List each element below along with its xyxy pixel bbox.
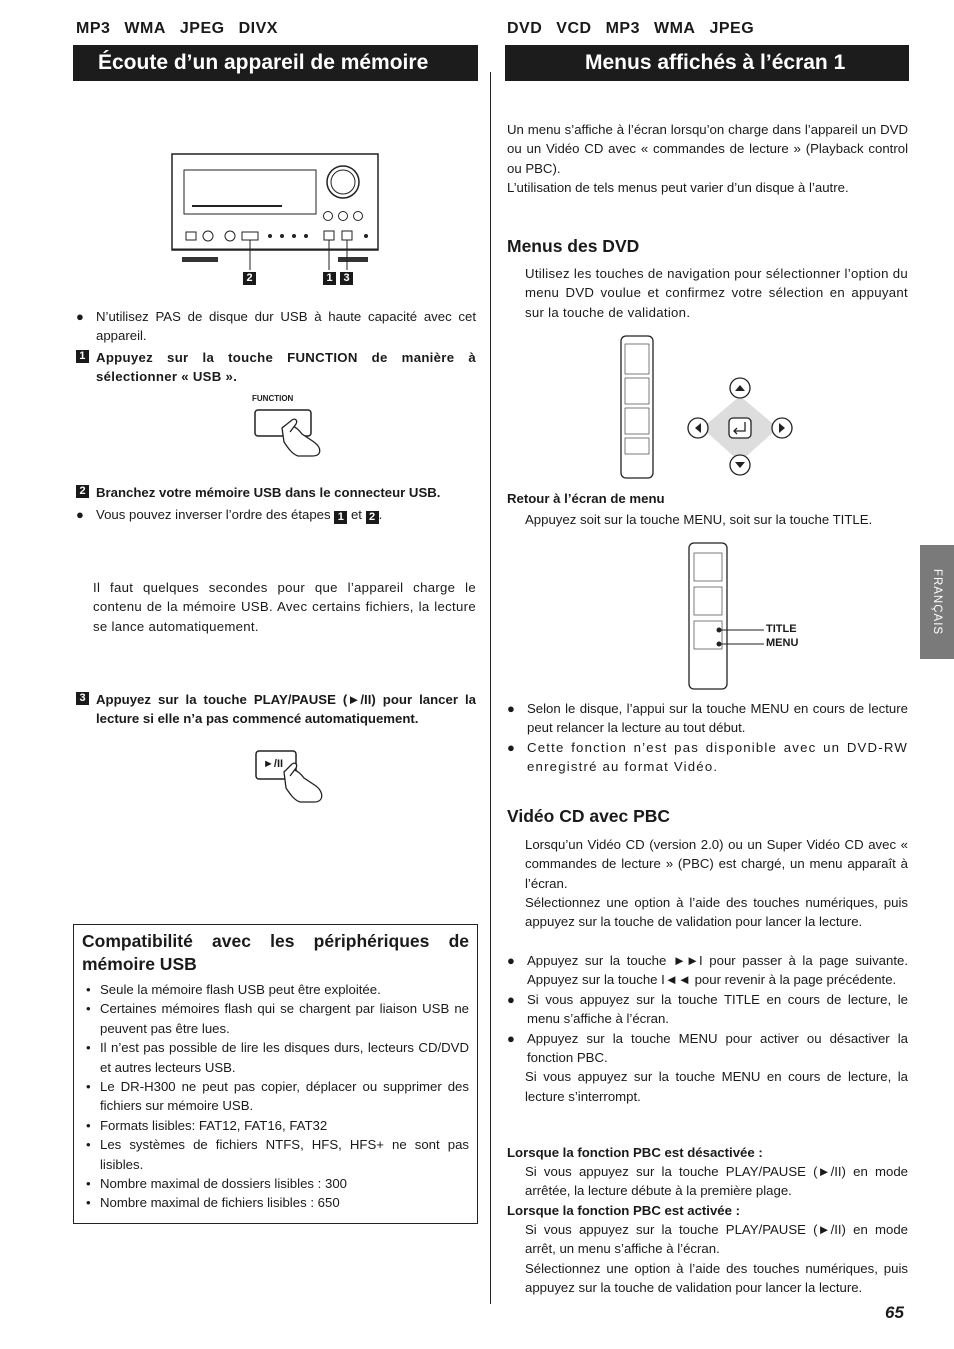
usb-note — [76, 307, 476, 346]
tag-dvd: DVD — [507, 20, 543, 37]
language-side-tab — [920, 545, 954, 659]
intro-paragraph-2: L’utilisation de tels menus peut varier d’un disque à l’autre. — [507, 180, 849, 195]
left-title: Écoute d’un appareil de mémoire USB — [73, 45, 478, 81]
vcd-notes — [507, 951, 908, 1106]
step2-note-text: Vous pouvez inverser l’ordre des étapes — [96, 507, 331, 522]
right-title: Menus affichés à l’écran 1 — [505, 45, 909, 81]
pbc-on-text-2: Sélectionnez une option à l’aide des touches numériques, puis appuyez sur la touche de validation pour lancer la lecture. — [525, 1261, 908, 1296]
tag-wma: WMA — [124, 20, 166, 37]
compat-item: • Certaines mémoires flash qui se chargent par liaison USB ne peuvent pas être lues. — [74, 999, 469, 1038]
remote-illustration-1 — [618, 334, 680, 482]
left-format-tags — [76, 20, 292, 38]
step2-note-end: . — [378, 507, 383, 522]
step2-text: Branchez votre mémoire USB dans le connecteur USB. — [96, 485, 441, 500]
pbc-off-heading: Lorsque la fonction PBC est désactivée : — [507, 1145, 763, 1160]
device-label-step3: 3 — [340, 272, 353, 285]
tag-jpeg: JPEG — [179, 20, 225, 37]
compat-item: • Le DR-H300 ne peut pas copier, déplacer ou supprimer des fichiers sur mémoire USB. — [74, 1077, 469, 1116]
bullet-icon: ● — [507, 991, 515, 1007]
step2-note-and: et — [350, 507, 362, 522]
title-key-label: TITLE — [766, 623, 797, 635]
step2-number: 2 — [76, 485, 89, 498]
vcd-note-1: Appuyez sur la touche ►►I pour passer à la page suivante. Appuyez sur la touche I◄◄ pour revenir à la page précédente. — [527, 953, 908, 988]
dvd-note-1: Selon le disque, l’appui sur la touche MENU en cours de lecture peut relancer la lecture au tout début. — [527, 701, 908, 736]
step1 — [76, 348, 476, 387]
usb-note-text: N’utilisez PAS de disque dur USB à haute capacité avec cet appareil. — [96, 309, 476, 344]
tag-mp3: MP3 — [605, 20, 640, 37]
vcd-note-2: Si vous appuyez sur la touche TITLE en cours de lecture, le menu s’affiche à l’écran. — [527, 991, 908, 1027]
device-label-step2: 2 — [243, 272, 256, 285]
compat-item: • Les systèmes de fichiers NTFS, HFS, HFS+ ne sont pas lisibles. — [74, 1135, 469, 1174]
dvd-notes — [507, 699, 908, 777]
step2 — [76, 483, 476, 502]
tag-vcd: VCD — [556, 20, 592, 37]
device-illustration — [170, 152, 382, 288]
navigation-pad-illustration — [682, 376, 798, 480]
tag-divx: DIVX — [238, 20, 278, 37]
bullet-icon: ● — [76, 507, 84, 522]
compat-item: • Nombre maximal de dossiers lisibles : 300 — [74, 1174, 469, 1193]
step2-note — [76, 505, 476, 524]
wait-paragraph: Il faut quelques secondes pour que l’appareil charge le contenu de la mémoire USB. Avec certains fichiers, la lecture se lance automatiquement. — [93, 580, 476, 634]
play-pause-label: ►/II — [263, 758, 284, 770]
tag-jpeg: JPEG — [709, 20, 755, 37]
step3-text: Appuyez sur la touche PLAY/PAUSE (►/II) pour lancer la lecture si elle n’a pas commencé automatiquement. — [96, 692, 476, 727]
menu-key-label: MENU — [766, 637, 799, 649]
column-divider — [490, 72, 491, 1304]
bullet-icon: ● — [507, 953, 515, 968]
tag-wma: WMA — [653, 20, 696, 37]
compat-item: • Il n’est pas possible de lire les disques durs, lecteurs CD/DVD et autres lecteurs USB. — [74, 1038, 469, 1077]
inline-step1: 1 — [334, 511, 347, 524]
compat-list — [74, 980, 469, 1213]
function-button-label: FUNCTION — [252, 394, 294, 403]
step3 — [76, 690, 476, 729]
dvd-menus-heading: Menus des DVD — [507, 236, 640, 256]
right-format-tags — [507, 20, 768, 38]
return-text: Appuyez soit sur la touche MENU, soit sur la touche TITLE. — [525, 512, 873, 527]
vcd-note-3a: Appuyez sur la touche MENU pour activer ou désactiver la fonction PBC. — [527, 1030, 908, 1066]
remote-illustration-2 — [686, 541, 766, 691]
vcd-heading: Vidéo CD avec PBC — [507, 806, 671, 826]
step1-number: 1 — [76, 350, 89, 363]
step1-text: Appuyez sur la touche FUNCTION de manière à sélectionner « USB ». — [96, 350, 476, 385]
tag-mp3: MP3 — [76, 20, 111, 37]
dvd-menus-text: Utilisez les touches de navigation pour sélectionner l’option du menu DVD voulue et confirmez votre sélection en appuyant sur la touche de validation. — [525, 266, 908, 320]
compat-title: Compatibilité avec les périphériques de mémoire USB — [82, 931, 469, 974]
vcd-text-1: Lorsqu’un Vidéo CD (version 2.0) ou un Super Vidéo CD avec « commandes de lecture » (PBC) est chargé, un menu apparaît à l’écran. — [525, 837, 908, 891]
inline-step2: 2 — [366, 511, 379, 524]
compat-item: • Nombre maximal de fichiers lisibles : 650 — [74, 1193, 469, 1212]
play-pause-button-illustration — [254, 748, 332, 806]
page-number: 65 — [885, 1303, 904, 1322]
vcd-text-2: Sélectionnez une option à l’aide des touches numériques, puis appuyez sur la touche de validation pour lancer la lecture. — [525, 895, 908, 930]
intro-paragraph-1: Un menu s’affiche à l’écran lorsqu’on charge dans l’appareil un DVD ou un Vidéo CD avec « commandes de lecture » (Playback control ou PBC). — [507, 122, 908, 176]
function-button-illustration — [252, 406, 330, 458]
pbc-off-text: Si vous appuyez sur la touche PLAY/PAUSE (►/II) en mode arrêtée, la lecture débute à la première plage. — [525, 1164, 908, 1199]
compat-box — [73, 924, 478, 1224]
bullet-icon: ● — [507, 701, 515, 716]
pbc-on-text-1: Si vous appuyez sur la touche PLAY/PAUSE (►/II) en mode arrêt, un menu s’affiche à l’écran. — [525, 1222, 908, 1257]
bullet-icon: ● — [507, 739, 517, 755]
vcd-note-3b: Si vous appuyez sur la touche MENU en cours de lecture, la lecture s’interrompt. — [525, 1069, 908, 1104]
bullet-icon: ● — [76, 309, 84, 324]
pbc-on-heading: Lorsque la fonction PBC est activée : — [507, 1203, 741, 1218]
device-label-step1: 1 — [323, 272, 336, 285]
bullet-icon: ● — [507, 1030, 515, 1046]
return-heading: Retour à l’écran de menu — [507, 491, 665, 506]
step3-number: 3 — [76, 692, 89, 705]
compat-item: • Formats lisibles: FAT12, FAT16, FAT32 — [74, 1116, 469, 1135]
language-side-tab-label: FRANÇAIS — [931, 568, 943, 636]
compat-item: • Seule la mémoire flash USB peut être exploitée. — [74, 980, 469, 999]
dvd-note-2: Cette fonction n’est pas disponible avec un DVD-RW enregistré au format Vidéo. — [527, 739, 908, 775]
